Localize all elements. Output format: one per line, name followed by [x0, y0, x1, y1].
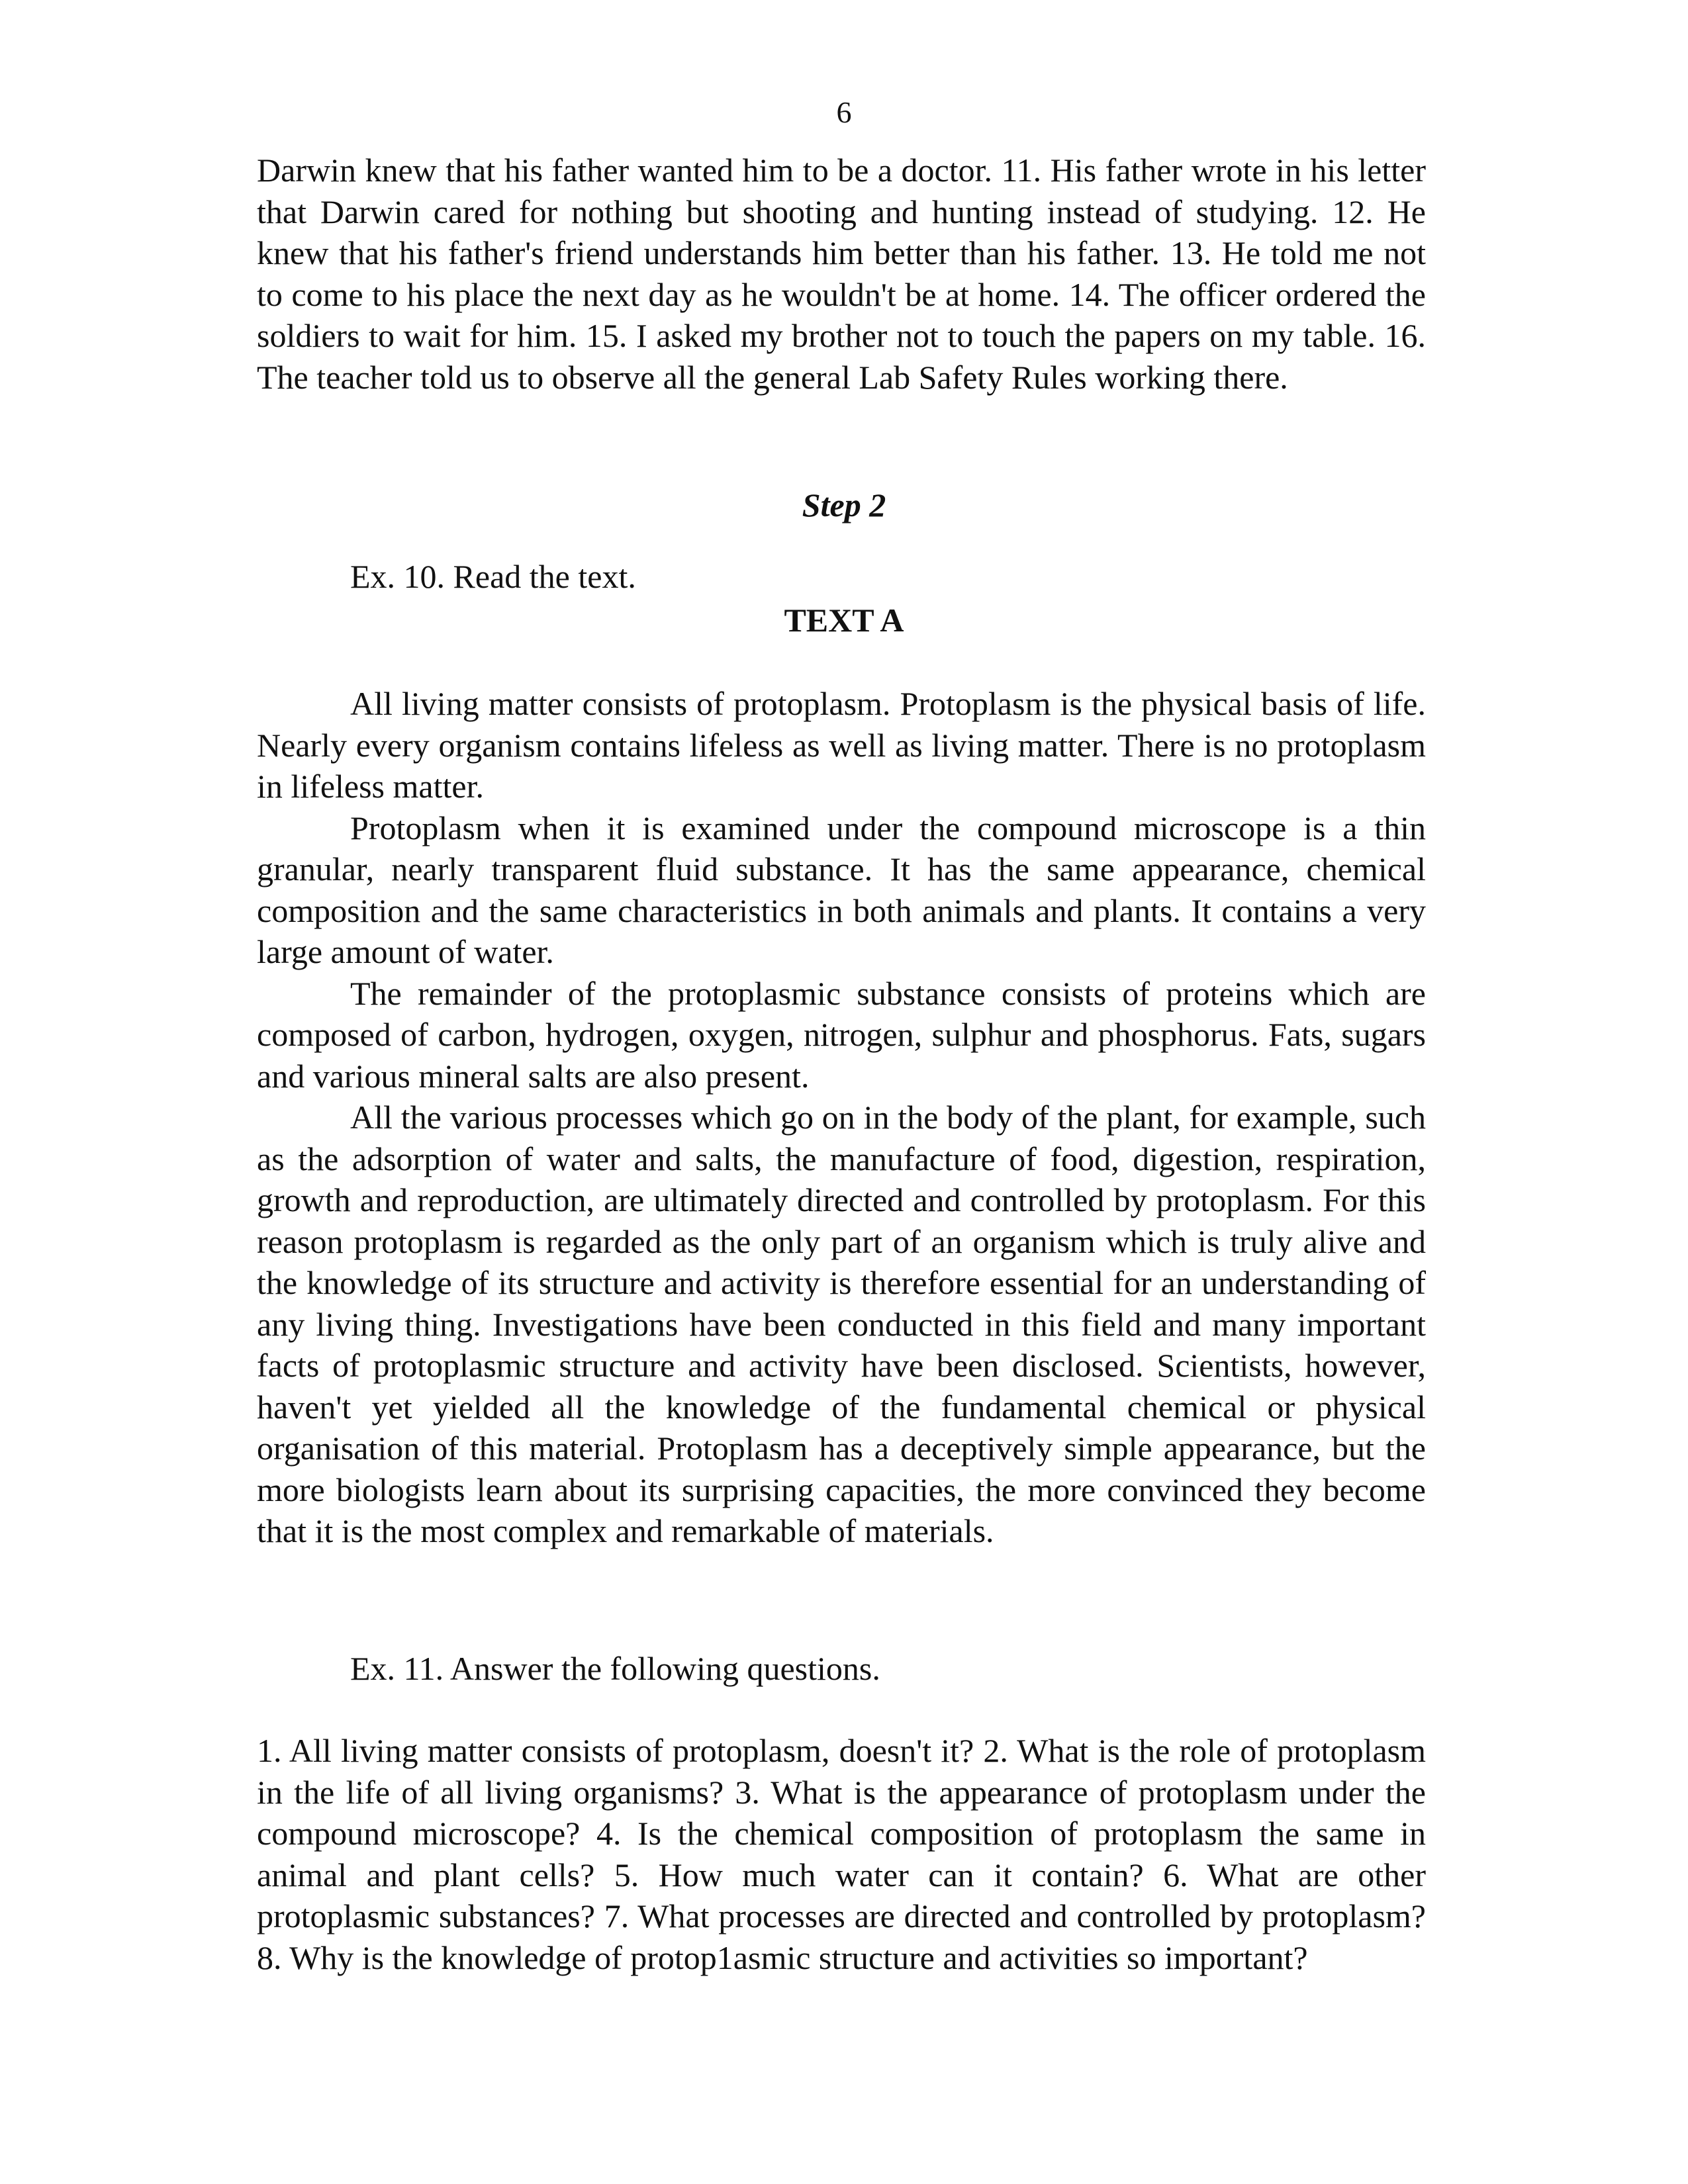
text-a-paragraph: All the various processes which go on in the body of the plant, for example, such as the adsorption of water and salts, the manufacture of food, digestion, respiration, growth and reproduction, are ultimately directed and controlled by protoplasm. For this reason protoplasm is regarded as the only part of an organism which is truly alive and the knowledge of its structure and activity is therefore essential for an understanding of any living thing. Investigations have been conducted in this field and many important facts of protoplasmic structure and activity have been disclosed. Scientists, however, haven't yet yielded all the knowledge of the fundamental chemical or physical organisation of this material. Protoplasm has a deceptively simple appearance, but the more biologists learn about its surprising capacities, the more convinced they become that it is the most complex and remarkable of materials. [257, 1099, 1426, 1549]
questions-paragraph: 1. All living matter consists of protoplasm, doesn't it? 2. What is the role of protoplasm in the life of all living organisms? 3. What is the appearance of protoplasm under the compound microscope? 4. Is the chemical composition of protoplasm the same in animal and plant cells? 5. How much water can it contain? 6. What are other protoplasmic substances? 7. What processes are directed and controlled by protoplasm? 8. Why is the knowledge of protop1asmic structure and activities so important? [257, 1732, 1426, 1976]
exercise-11-heading: Ex. 11. Answer the following questions. [350, 1650, 880, 1687]
exercise-10-heading: Ex. 10. Read the text. [350, 558, 636, 595]
page-number: 6 [836, 95, 852, 129]
text-a-title: TEXT A [784, 602, 904, 639]
text-a-body [257, 683, 1426, 1552]
step-heading: Step 2 [802, 486, 886, 523]
text-a-paragraph: All living matter consists of protoplasm. Protoplasm is the physical basis of life. Nearly every organism contains lifeless as well as living matter. There is no protoplasm in lifeless matter. [257, 685, 1426, 805]
intro-paragraph: Darwin knew that his father wanted him to be a doctor. 11. His father wrote in his letter that Darwin cared for nothing but shooting and hunting instead of studying. 12. He knew that his father's friend understands him better than his father. 13. He told me not to come to his place the next day as he wouldn't be at home. 14. The officer ordered the soldiers to wait for him. 15. I asked my brother not to touch the papers on my table. 16. The teacher told us to observe all the general Lab Safety Rules working there. [257, 152, 1426, 396]
text-a-paragraph: The remainder of the protoplasmic substance consists of proteins which are composed of carbon, hydrogen, oxygen, nitrogen, sulphur and phosphorus. Fats, sugars and various mineral salts are also present. [257, 974, 1426, 1095]
text-a-paragraph: Protoplasm when it is examined under the compound microscope is a thin granular, nearly transparent fluid substance. It has the same appearance, chemical composition and the same characteristics in both animals and plants. It contains a very large amount of water. [257, 809, 1426, 970]
